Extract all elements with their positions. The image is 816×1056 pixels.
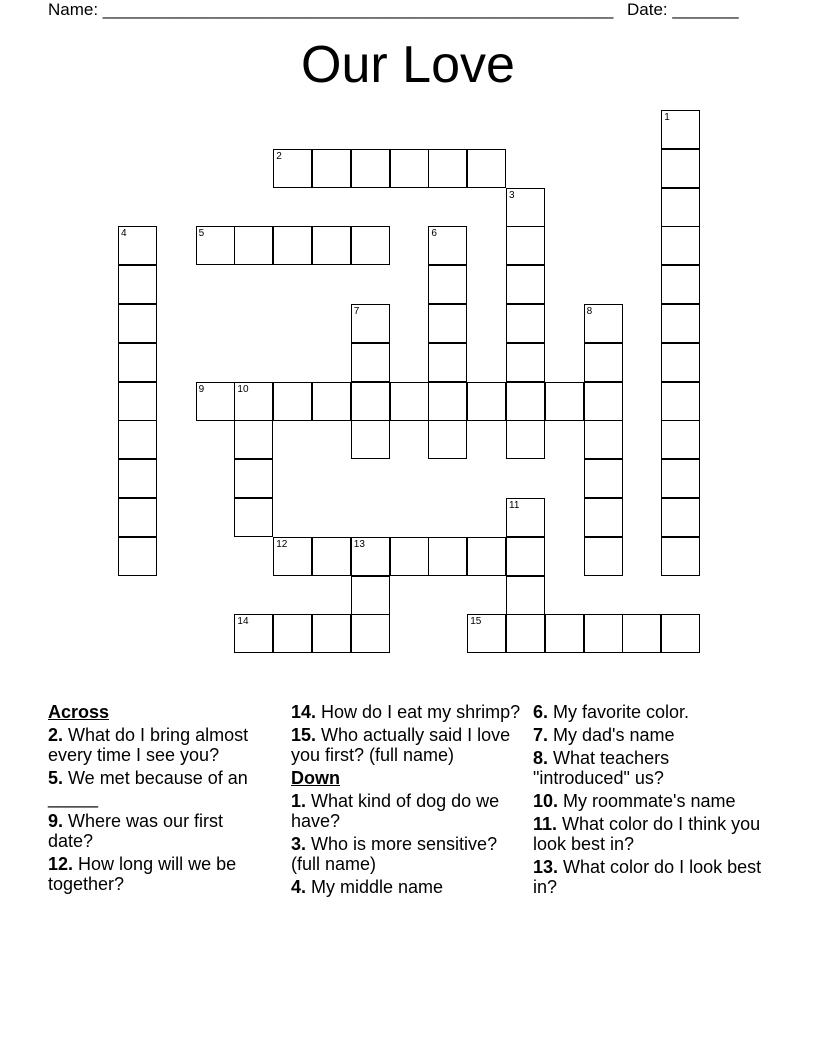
- grid-cell[interactable]: [506, 382, 545, 421]
- grid-cell[interactable]: [234, 420, 273, 459]
- clue-text: What teachers "introduced" us?: [533, 748, 670, 788]
- clue-down-10: [533, 791, 763, 811]
- grid-cell[interactable]: [234, 382, 273, 421]
- grid-cell[interactable]: [506, 420, 545, 459]
- grid-cell[interactable]: [351, 382, 390, 421]
- cell-number: 12: [276, 538, 288, 550]
- clue-text: How do I eat my shrimp?: [316, 702, 521, 722]
- grid-cell[interactable]: [273, 149, 312, 188]
- grid-cell[interactable]: [428, 537, 467, 576]
- grid-cell[interactable]: [234, 614, 273, 653]
- grid-cell[interactable]: [196, 226, 235, 265]
- cell-number: 14: [237, 616, 249, 628]
- clue-down-3: [291, 834, 527, 874]
- cell-number: 15: [470, 616, 482, 628]
- grid-cell[interactable]: [351, 614, 390, 653]
- clue-across-9: [48, 811, 273, 851]
- clue-text: What do I bring almost every time I see you?: [48, 725, 249, 765]
- grid-cell[interactable]: [661, 382, 700, 421]
- clue-across-15: [291, 725, 527, 765]
- grid-cell[interactable]: [273, 382, 312, 421]
- cell-number: 10: [237, 383, 249, 395]
- clue-number: 6.: [533, 702, 549, 722]
- grid-cell[interactable]: [622, 614, 661, 653]
- clue-across-14: [291, 702, 527, 722]
- grid-cell[interactable]: [118, 420, 157, 459]
- cell-number: 5: [198, 228, 205, 240]
- clue-down-4: [291, 877, 527, 897]
- cell-number: 13: [353, 538, 365, 550]
- grid-cell[interactable]: [390, 537, 429, 576]
- grid-cell[interactable]: [661, 343, 700, 382]
- clue-down-13: [533, 857, 763, 897]
- grid-cell[interactable]: [661, 498, 700, 537]
- clue-down-8: [533, 748, 763, 788]
- grid-cell[interactable]: [351, 149, 390, 188]
- grid-cell[interactable]: [118, 265, 157, 304]
- grid-cell[interactable]: [428, 420, 467, 459]
- clue-down-6: [533, 702, 763, 722]
- grid-cell[interactable]: [351, 537, 390, 576]
- grid-cell[interactable]: [467, 614, 506, 653]
- grid-cell[interactable]: [584, 304, 623, 343]
- cell-number: 11: [509, 500, 520, 511]
- grid-cell[interactable]: [506, 576, 545, 615]
- grid-cell[interactable]: [584, 614, 623, 653]
- grid-cell[interactable]: [312, 614, 351, 653]
- clue-number: 13.: [533, 857, 559, 877]
- date-field-label: Date: _______: [627, 0, 739, 19]
- grid-cell[interactable]: [661, 110, 700, 149]
- clue-across-5: [48, 768, 273, 808]
- grid-cell[interactable]: [312, 382, 351, 421]
- grid-cell[interactable]: [312, 226, 351, 265]
- grid-cell[interactable]: [584, 343, 623, 382]
- grid-cell[interactable]: [118, 343, 157, 382]
- grid-cell[interactable]: [506, 614, 545, 653]
- clue-number: 15.: [291, 725, 317, 745]
- clue-text: What color do I think you look best in?: [533, 814, 761, 854]
- grid-cell[interactable]: [234, 498, 273, 537]
- grid-cell[interactable]: [428, 149, 467, 188]
- grid-cell[interactable]: [467, 537, 506, 576]
- grid-cell[interactable]: [506, 537, 545, 576]
- across-heading: Across: [48, 702, 110, 722]
- clue-text: What kind of dog do we have?: [291, 791, 500, 831]
- clue-down-1: [291, 791, 527, 831]
- grid-cell[interactable]: [584, 420, 623, 459]
- clue-number: 2.: [48, 725, 64, 745]
- grid-cell[interactable]: [661, 459, 700, 498]
- clue-down-7: [533, 725, 763, 745]
- grid-cell[interactable]: [118, 304, 157, 343]
- grid-cell[interactable]: [506, 265, 545, 304]
- clue-text: Who actually said I love you first? (full name): [291, 725, 511, 765]
- grid-cell[interactable]: [312, 149, 351, 188]
- grid-cell[interactable]: [234, 226, 273, 265]
- clues-column-2: [291, 702, 527, 900]
- grid-cell[interactable]: [118, 382, 157, 421]
- grid-cell[interactable]: [545, 614, 584, 653]
- grid-cell[interactable]: [273, 614, 312, 653]
- grid-cell[interactable]: [584, 537, 623, 576]
- grid-cell[interactable]: [351, 576, 390, 615]
- clues-column-3: [533, 702, 763, 900]
- cell-number: 9: [198, 383, 205, 395]
- clue-text: What color do I look best in?: [533, 857, 762, 897]
- grid-cell[interactable]: [390, 382, 429, 421]
- grid-cell[interactable]: [428, 226, 467, 265]
- cell-number: 2: [276, 150, 282, 162]
- clue-across-12: [48, 854, 273, 894]
- cell-number: 1: [664, 112, 670, 123]
- grid-cell[interactable]: [545, 382, 584, 421]
- grid-cell[interactable]: [390, 149, 429, 188]
- clue-text: My middle name: [306, 877, 444, 897]
- cell-number: 4: [121, 228, 127, 240]
- grid-cell[interactable]: [661, 614, 700, 653]
- clue-text: Where was our first date?: [48, 811, 224, 851]
- clue-text: Who is more sensitive? (full name): [291, 834, 498, 874]
- cell-number: 3: [509, 189, 515, 201]
- grid-cell[interactable]: [428, 343, 467, 382]
- grid-cell[interactable]: [351, 226, 390, 265]
- clue-number: 10.: [533, 791, 559, 811]
- grid-cell[interactable]: [273, 537, 312, 576]
- page-title: Our Love: [301, 36, 515, 94]
- grid-cell[interactable]: [196, 382, 235, 421]
- clue-number: 9.: [48, 811, 64, 831]
- grid-cell[interactable]: [118, 498, 157, 537]
- name-field-label: Name: ______________________________________________________: [48, 0, 614, 19]
- clue-number: 7.: [533, 725, 549, 745]
- clue-text: We met because of an _____: [48, 768, 248, 808]
- grid-cell[interactable]: [661, 149, 700, 188]
- grid-cell[interactable]: [584, 382, 623, 421]
- grid-cell[interactable]: [506, 226, 545, 265]
- grid-cell[interactable]: [351, 343, 390, 382]
- grid-cell[interactable]: [506, 343, 545, 382]
- grid-cell[interactable]: [428, 265, 467, 304]
- cell-number: 8: [586, 306, 593, 317]
- grid-cell[interactable]: [234, 459, 273, 498]
- grid-cell[interactable]: [506, 498, 545, 537]
- grid-cell[interactable]: [661, 226, 700, 265]
- clue-number: 4.: [291, 877, 307, 897]
- clue-text: My favorite color.: [548, 702, 690, 722]
- clue-across-2: [48, 725, 273, 765]
- grid-cell[interactable]: [584, 498, 623, 537]
- clue-text: My roommate's name: [558, 791, 736, 811]
- grid-cell[interactable]: [351, 304, 390, 343]
- grid-cell[interactable]: [661, 420, 700, 459]
- grid-cell[interactable]: [118, 226, 157, 265]
- clue-number: 12.: [48, 854, 74, 874]
- grid-cell[interactable]: [661, 188, 700, 227]
- grid-cell[interactable]: [584, 459, 623, 498]
- grid-cell[interactable]: [428, 304, 467, 343]
- clue-number: 14.: [291, 702, 317, 722]
- grid-cell[interactable]: [506, 188, 545, 227]
- grid-cell[interactable]: [661, 265, 700, 304]
- grid-cell[interactable]: [467, 149, 506, 188]
- clue-number: 5.: [48, 768, 64, 788]
- clue-text: My dad's name: [548, 725, 675, 745]
- grid-cell[interactable]: [506, 304, 545, 343]
- clue-text: How long will we be together?: [48, 854, 237, 894]
- clue-number: 1.: [291, 791, 307, 811]
- grid-cell[interactable]: [312, 537, 351, 576]
- cell-number: 6: [431, 228, 437, 240]
- clue-down-11: [533, 814, 763, 854]
- grid-cell[interactable]: [351, 420, 390, 459]
- clue-number: 3.: [291, 834, 307, 854]
- grid-cell[interactable]: [118, 537, 157, 576]
- down-heading: Down: [291, 768, 340, 788]
- grid-cell[interactable]: [273, 226, 312, 265]
- cell-number: 7: [353, 306, 360, 317]
- clue-number: 11.: [533, 814, 558, 834]
- grid-cell[interactable]: [661, 537, 700, 576]
- grid-cell[interactable]: [467, 382, 506, 421]
- grid-cell[interactable]: [661, 304, 700, 343]
- grid-cell[interactable]: [428, 382, 467, 421]
- grid-cell[interactable]: [118, 459, 157, 498]
- clue-number: 8.: [533, 748, 549, 768]
- clues-column-1: [48, 702, 273, 897]
